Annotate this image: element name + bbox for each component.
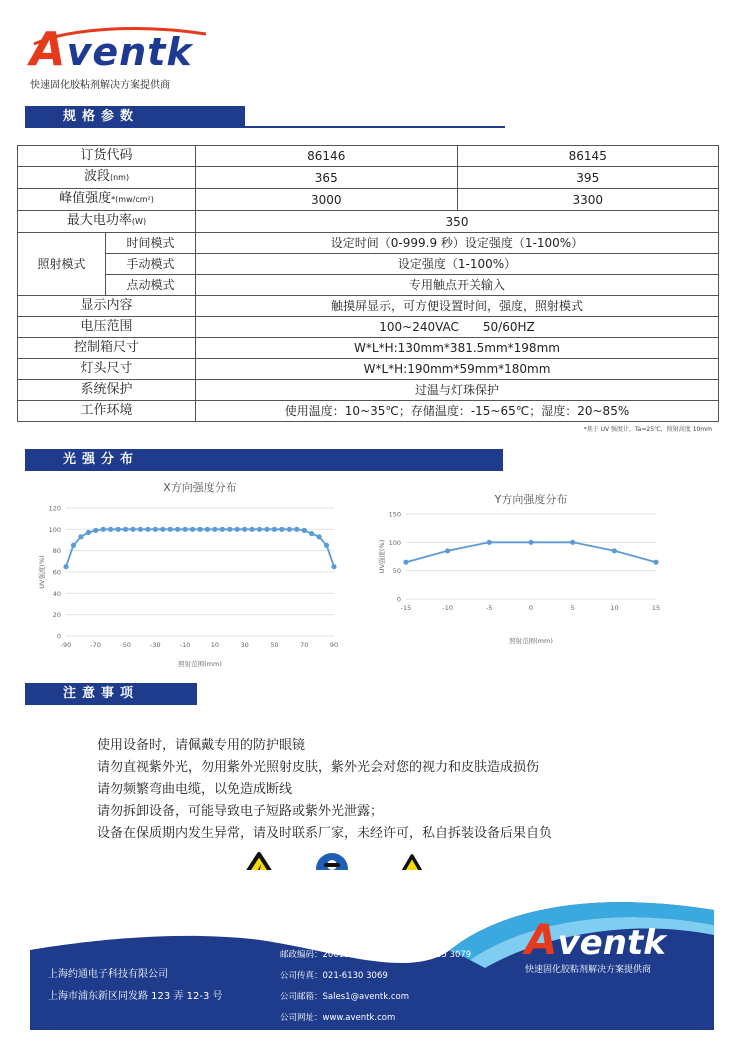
list-item: 请勿拆卸设备，可能导致电子短路或紫外光泄露；: [97, 804, 384, 819]
spec-label-text: 最大电功率: [66, 213, 132, 228]
y-tick-label: 120: [48, 504, 61, 513]
spec-label-environment: 工作环境: [18, 401, 196, 422]
data-point: [130, 527, 135, 532]
footer-postcode-phone: 邮政编码：200120 联系电话：021-5465 3079: [280, 950, 472, 960]
y-tick-label: 80: [52, 547, 61, 556]
y-tick-label: 20: [52, 611, 61, 620]
data-point: [86, 530, 91, 535]
footer-wordmark-rest: ventk: [557, 923, 666, 963]
footer-logo: [525, 915, 710, 975]
spec-label-irradiation: 照射模式: [18, 233, 106, 296]
y-tick-label: 150: [388, 510, 401, 519]
x-tick-label: -10: [179, 641, 191, 649]
footer-address: 上海市浦东新区同发路 123 弄 12-3 号: [48, 991, 223, 1002]
spec-value-peak-b: 3300: [457, 189, 719, 211]
table-row: [18, 296, 719, 317]
footer-email: 公司邮箱：Sales1@aventk.com: [280, 992, 409, 1002]
spec-table: [17, 145, 719, 422]
data-point: [445, 548, 450, 553]
spec-label-manual-mode: 手动模式: [106, 254, 196, 275]
brand-wordmark-lead: A: [30, 22, 67, 76]
spec-label-protection: 系统保护: [18, 380, 196, 401]
x-tick-label: 10: [210, 641, 220, 649]
data-point: [63, 564, 68, 569]
spec-label-order-code: 订货代码: [18, 146, 196, 167]
data-point: [309, 531, 314, 536]
data-point: [653, 560, 658, 565]
x-tick-label: -90: [60, 641, 72, 649]
x-tick-label: 70: [300, 641, 309, 649]
table-row: [18, 254, 719, 275]
section-rule-spec: [245, 106, 505, 128]
table-row: [18, 146, 719, 167]
table-row: [18, 338, 719, 359]
table-row: [18, 275, 719, 296]
brand-wordmark-rest: ventk: [66, 30, 193, 74]
data-point: [294, 527, 299, 532]
spec-label-peak: [18, 189, 196, 211]
data-point: [612, 548, 617, 553]
x-tick-label: -70: [90, 641, 102, 649]
series-line: [406, 542, 656, 562]
x-tick-label: -50: [120, 641, 131, 649]
y-tick-label: 100: [48, 525, 61, 534]
data-point: [168, 527, 173, 532]
data-point: [272, 527, 277, 532]
table-row: [18, 317, 719, 338]
x-tick-label: -15: [400, 604, 412, 612]
chart-x-distribution: [20, 478, 340, 668]
spec-label-voltage: 电压范围: [18, 317, 196, 338]
data-point: [123, 527, 128, 532]
data-point: [331, 564, 336, 569]
spec-label-lamp-head: 灯头尺寸: [18, 359, 196, 380]
spec-value-voltage: 100~240VAC 50/60HZ: [196, 317, 719, 338]
y-axis-label: UV强度(%): [378, 539, 386, 574]
data-point: [212, 527, 217, 532]
data-point: [302, 528, 307, 533]
x-tick-label: 0: [528, 604, 534, 612]
data-point: [403, 560, 408, 565]
table-row: [18, 189, 719, 211]
data-point: [235, 527, 240, 532]
spec-label-unit: (nm): [109, 173, 130, 182]
spec-label-text: 波段: [83, 169, 110, 184]
footer-company: 上海约通电子科技有限公司: [48, 969, 168, 980]
x-axis-label: 照射范围(mm): [178, 660, 222, 668]
data-point: [279, 527, 284, 532]
spec-value-jog-mode: 专用触点开关输入: [196, 275, 719, 296]
data-point: [205, 527, 210, 532]
brand-swoosh-icon: [30, 26, 210, 46]
spec-label-display: 显示内容: [18, 296, 196, 317]
spec-value-wavelength-a: 365: [196, 167, 458, 189]
footer: [30, 870, 714, 1030]
spec-value-environment: 使用温度：10~35℃；存储温度：-15~65℃；湿度：20~85%: [196, 401, 719, 422]
y-tick-label: 100: [388, 538, 401, 547]
spec-footnote: *基于 UV 强度计，Ta=25℃，照射高度 10mm: [583, 426, 712, 433]
spec-value-power: 350: [196, 211, 719, 233]
data-point: [257, 527, 262, 532]
data-point: [264, 527, 269, 532]
table-row: [18, 401, 719, 422]
data-point: [570, 540, 575, 545]
section-header-intensity: 光强分布: [25, 449, 503, 471]
data-point: [197, 527, 202, 532]
spec-value-wavelength-b: 395: [457, 167, 719, 189]
precautions-list: [97, 735, 552, 845]
y-tick-label: 50: [392, 567, 401, 576]
x-tick-label: 50: [270, 641, 279, 649]
data-point: [71, 543, 76, 548]
data-point: [528, 540, 533, 545]
footer-tagline: 快速固化胶粘剂解决方案提供商: [525, 965, 652, 975]
brand-tagline: 快速固化胶粘剂解决方案提供商: [30, 80, 170, 91]
spec-label-wavelength: [18, 167, 196, 189]
x-tick-label: 30: [240, 641, 249, 649]
section-header-spec: 规格参数: [25, 106, 245, 128]
brand-logo: [30, 22, 230, 92]
chart-x-svg: [20, 478, 340, 668]
chart-y-distribution: [360, 490, 670, 645]
data-point: [227, 527, 232, 532]
y-tick-label: 0: [56, 632, 61, 641]
spec-value-display: 触摸屏显示，可方便设置时间，强度，照射模式: [196, 296, 719, 317]
footer-wordmark: [525, 915, 710, 964]
list-item: 请勿频繁弯曲电缆，以免造成断线: [97, 782, 293, 797]
spec-label-time-mode: 时间模式: [106, 233, 196, 254]
list-item: 设备在保质期内发生异常，请及时联系厂家，未经许可，私自拆装设备后果自负: [97, 826, 553, 841]
data-point: [145, 527, 150, 532]
table-row: [18, 380, 719, 401]
spec-value-order-code-b: 86145: [457, 146, 719, 167]
data-point: [160, 527, 165, 532]
table-row: [18, 359, 719, 380]
x-tick-label: 5: [570, 604, 575, 612]
data-point: [220, 527, 225, 532]
data-point: [183, 527, 188, 532]
data-point: [153, 527, 158, 532]
x-tick-label: 15: [651, 604, 661, 612]
table-row: [18, 211, 719, 233]
data-point: [250, 527, 255, 532]
spec-value-lamp-head: W*L*H:190mm*59mm*180mm: [196, 359, 719, 380]
list-item: 请勿直视紫外光，勿用紫外光照射皮肤，紫外光会对您的视力和皮肤造成损伤: [97, 760, 540, 775]
data-point: [78, 534, 83, 539]
x-tick-label: 90: [329, 641, 339, 649]
data-point: [108, 527, 113, 532]
footer-wordmark-lead: A: [525, 915, 558, 964]
data-point: [317, 534, 322, 539]
spec-label-control-box: 控制箱尺寸: [18, 338, 196, 359]
spec-value-control-box: W*L*H:130mm*381.5mm*198mm: [196, 338, 719, 359]
y-tick-label: 40: [52, 589, 61, 598]
data-point: [93, 528, 98, 533]
spec-label-unit: *(mw/cm²): [111, 195, 154, 204]
spec-label-power: [18, 211, 196, 233]
x-axis-label: 照射范围(mm): [509, 637, 553, 645]
data-point: [175, 527, 180, 532]
spec-value-manual-mode: 设定强度（1-100%）: [196, 254, 719, 275]
data-point: [101, 527, 106, 532]
x-tick-label: -30: [150, 641, 161, 649]
data-point: [242, 527, 247, 532]
list-item: 使用设备时，请佩戴专用的防护眼镜: [97, 738, 306, 753]
spec-value-time-mode: 设定时间（0-999.9 秒）设定强度（1-100%）: [196, 233, 719, 254]
data-point: [487, 540, 492, 545]
data-point: [287, 527, 292, 532]
data-point: [190, 527, 195, 532]
y-tick-label: 60: [52, 568, 61, 577]
x-tick-label: 10: [610, 604, 619, 612]
footer-fax: 公司传真：021-6130 3069: [280, 971, 388, 981]
x-tick-label: -5: [486, 604, 493, 612]
data-point: [116, 527, 121, 532]
y-tick-label: 0: [396, 595, 401, 604]
spec-label-jog-mode: 点动模式: [106, 275, 196, 296]
spec-value-peak-a: 3000: [196, 189, 458, 211]
chart-title: Y方向强度分布: [494, 493, 568, 506]
spec-label-text: 峰值强度: [59, 191, 112, 206]
section-header-notes: 注意事项: [25, 683, 197, 705]
table-row: [18, 233, 719, 254]
series-line: [66, 529, 334, 566]
footer-website: 公司网址：www.aventk.com: [280, 1013, 396, 1023]
y-axis-label: UV强度(%): [38, 555, 46, 589]
chart-title: X方向强度分布: [163, 481, 237, 494]
spec-value-order-code-a: 86146: [196, 146, 458, 167]
spec-value-protection: 过温与灯珠保护: [196, 380, 719, 401]
data-point: [138, 527, 143, 532]
spec-label-unit: (W): [131, 217, 147, 226]
x-tick-label: -10: [442, 604, 453, 612]
data-point: [324, 543, 329, 548]
chart-y-svg: [360, 490, 670, 645]
table-row: [18, 167, 719, 189]
